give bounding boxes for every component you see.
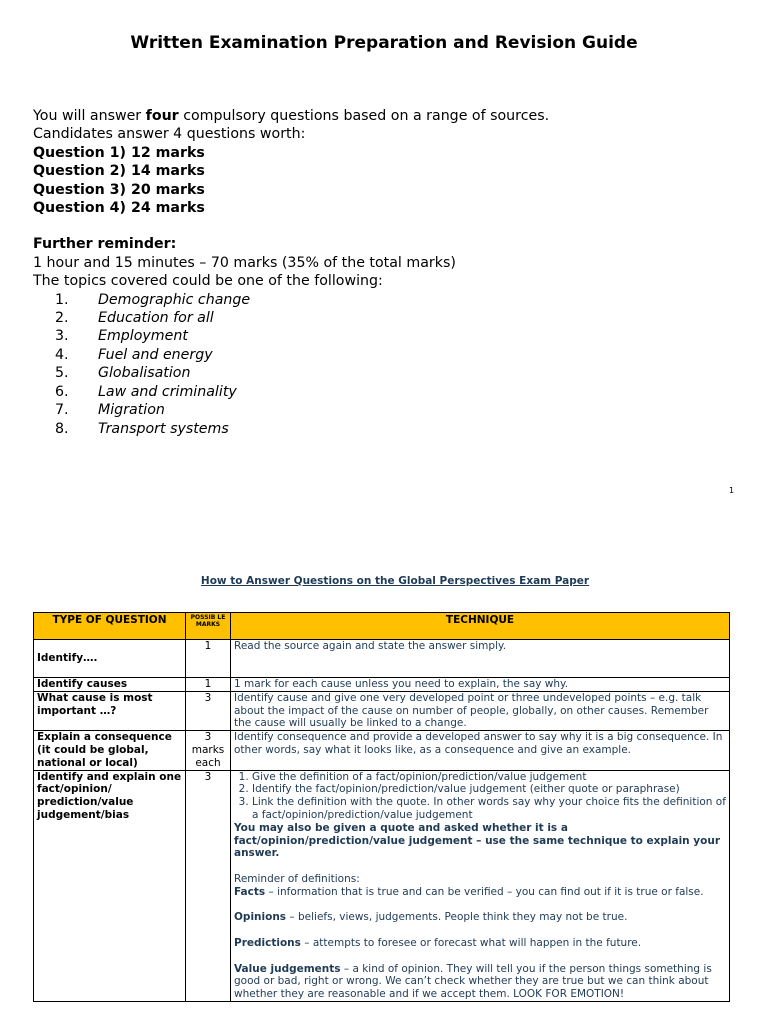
- row-type: Identify….: [34, 640, 186, 678]
- list-number: 6.: [55, 383, 69, 400]
- reminder-heading: Further reminder:: [33, 236, 177, 253]
- list-item: [33, 364, 549, 382]
- header-type: TYPE OF QUESTION: [34, 613, 186, 640]
- list-item: 3. Link the definition with the quote. In other words say why your choice fits the definition of a fact/opinion/prediction/value judgement: [252, 796, 726, 822]
- topic-name: Globalisation: [98, 365, 191, 382]
- definition-term: Facts: [234, 885, 266, 898]
- row-technique: Read the source again and state the answer simply.: [231, 640, 730, 678]
- list-item: [33, 309, 549, 327]
- list-number: 5.: [55, 365, 69, 382]
- table-row: [34, 691, 730, 730]
- topic-name: Transport systems: [98, 420, 229, 437]
- row-technique: Identify cause and give one very developed point or three undeveloped points – e.g. talk about the impact of the cause on number of people, globally, on other causes. Remember the cause will usually be linked to a change.: [231, 691, 730, 730]
- list-item: [33, 346, 549, 364]
- definitions-reminder: Reminder of definitions:: [234, 872, 360, 885]
- table-row: [34, 640, 730, 678]
- row-type: What cause is most important …?: [34, 691, 186, 730]
- table-header-row: [34, 613, 730, 640]
- page-number: 1: [729, 486, 735, 495]
- row-technique: Identify consequence and provide a developed answer to say why it is a big consequence. In other words, say what it looks like, as a consequence and give an example.: [231, 731, 730, 770]
- definition-term: Predictions: [234, 936, 301, 949]
- topic-name: Education for all: [98, 310, 214, 327]
- row-technique: 1 mark for each cause unless you need to explain, the say why.: [231, 678, 730, 692]
- row-marks: 3 marks each: [186, 731, 231, 770]
- topic-name: Demographic change: [98, 291, 251, 308]
- definition-predictions: [234, 937, 726, 950]
- definition-term: Value judgements: [234, 962, 341, 975]
- question-technique-table: [33, 612, 730, 1002]
- list-item: [33, 291, 549, 309]
- list-number: 3.: [55, 328, 69, 345]
- list-number: 1.: [55, 291, 69, 308]
- row-marks: 3: [186, 691, 231, 730]
- list-item: [33, 420, 549, 438]
- topic-name: Migration: [98, 402, 165, 419]
- row-marks: 1: [186, 678, 231, 692]
- definition-text: – information that is true and can be verified – you can find out if it is true or false.: [265, 885, 704, 898]
- table-row: [34, 731, 730, 770]
- definition-term: Opinions: [234, 911, 287, 924]
- intro-emphasis: four: [145, 108, 179, 124]
- question-4-marks: Question 4) 24 marks: [33, 200, 205, 217]
- table-row: [34, 678, 730, 692]
- row-type: Explain a consequence (it could be global, national or local): [34, 731, 186, 770]
- list-number: 7.: [55, 402, 69, 419]
- topic-name: Employment: [98, 328, 188, 345]
- intro-line-2: Candidates answer 4 questions worth:: [33, 126, 306, 143]
- list-item: 2. Identify the fact/opinion/prediction/value judgement (either quote or paraphrase): [252, 783, 726, 796]
- list-number: 8.: [55, 420, 69, 437]
- definition-opinions: [234, 911, 726, 924]
- topic-name: Fuel and energy: [98, 346, 213, 363]
- list-number: 4.: [55, 346, 69, 363]
- document-title: Written Examination Preparation and Revision Guide: [130, 33, 638, 53]
- list-item: [33, 383, 549, 401]
- intro-line-1: [33, 107, 549, 125]
- definition-text: – a kind of opinion. They will tell you if the person things something is good or bad, right or wrong. We can’t check whether they are true but we can think about whether they are reasonable and if we accept them. LOOK FOR EMOTION!: [234, 962, 712, 1001]
- question-1-marks: Question 1) 12 marks: [33, 144, 205, 161]
- definition-facts: [234, 886, 726, 899]
- topics-list: [33, 291, 549, 438]
- intro-text-end: compulsory questions based on a range of sources.: [178, 108, 550, 124]
- topic-name: Law and criminality: [98, 383, 237, 400]
- question-3-marks: Question 3) 20 marks: [33, 181, 205, 198]
- list-item: [33, 401, 549, 419]
- list-item: 1. Give the definition of a fact/opinion/prediction/value judgement: [252, 771, 726, 784]
- intro-section: [33, 107, 549, 438]
- row-technique: [231, 770, 730, 1001]
- header-marks: POSSIB LE MARKS: [186, 613, 231, 640]
- technique-steps: [234, 771, 726, 822]
- quote-note: You may also be given a quote and asked whether it is a fact/opinion/prediction/value judgement – use the same technique to explain your answer.: [234, 821, 721, 860]
- list-number: 2.: [55, 310, 69, 327]
- row-marks: 1: [186, 640, 231, 678]
- table-row: [34, 770, 730, 1001]
- definition-text: – beliefs, views, judgements. People think they may not be true.: [286, 911, 628, 924]
- row-type: Identify causes: [34, 678, 186, 692]
- list-item: [33, 327, 549, 345]
- reminder-time: 1 hour and 15 minutes – 70 marks (35% of the total marks): [33, 254, 456, 271]
- topics-intro: The topics covered could be one of the following:: [33, 273, 383, 290]
- table-title: How to Answer Questions on the Global Perspectives Exam Paper: [200, 575, 590, 587]
- row-marks: 3: [186, 770, 231, 1001]
- intro-text: You will answer: [33, 108, 146, 124]
- question-2-marks: Question 2) 14 marks: [33, 163, 205, 180]
- header-technique: TECHNIQUE: [231, 613, 730, 640]
- definition-value-judgements: [234, 963, 726, 1001]
- row-type: Identify and explain one fact/opinion/ prediction/value judgement/bias: [34, 770, 186, 1001]
- definition-text: – attempts to foresee or forecast what will happen in the future.: [300, 936, 642, 949]
